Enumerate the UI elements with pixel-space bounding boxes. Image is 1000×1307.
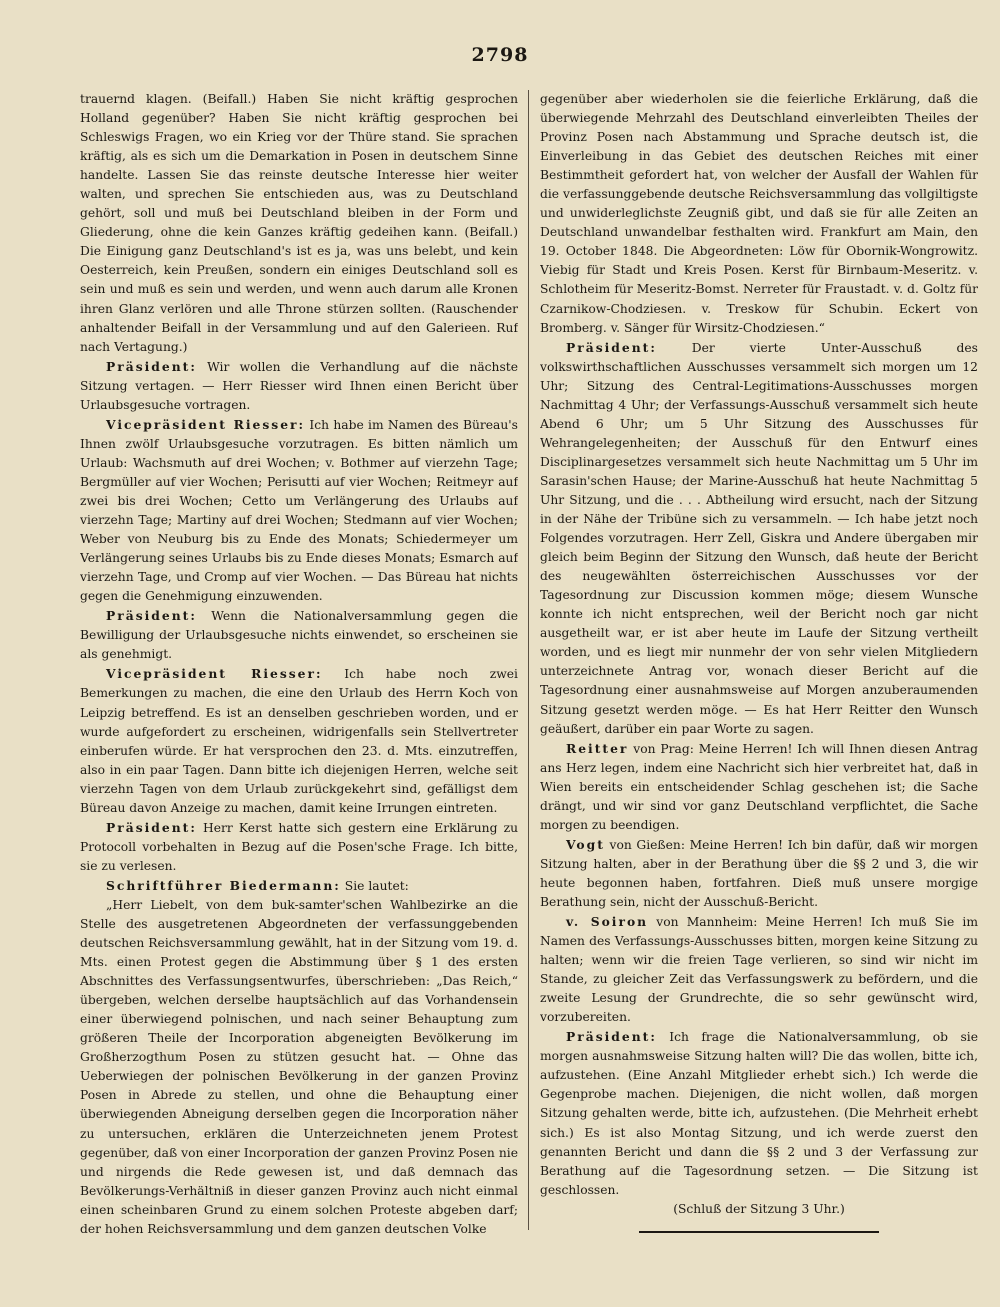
speaker-name: Reitter [566, 740, 629, 756]
speaker-name: Präsident: [106, 819, 197, 835]
speech-paragraph [80, 415, 518, 606]
speech-text: Wenn die Nationalversammlung gegen die Bewilligung der Urlaubsgesuche nichts einwendet, so erscheinen sie als genehmigt. [80, 609, 518, 662]
speech-text: Ich habe im Namen des Büreau's Ihnen zwölf Urlaubsgesuche vorzutragen. Es bitten nämlich um Urlaub: Wachsmuth auf drei Wochen; v. Bothmer auf vierzehn Tage; Bergmüller auf vier Wochen; Perisutti auf vier Wochen; Reitmeyr auf zwei bis drei Wochen; Cetto um Verlängerung des Urlaubs auf vierzehn Tage; Martiny auf drei Wochen; Stedmann auf vier Wochen; Weber von Neuburg bis zu Ende des Monats; Schiedermeyer um Verlängerung seines Urlaubs bis zu Ende dieses Monats; Esmarch auf vierzehn Tage, und Cromp auf vier Wochen. — Das Büreau hat nichts gegen die Genehmigung einzuwenden. [80, 417, 518, 604]
page-number: 2798 [471, 44, 529, 66]
speech-paragraph [540, 338, 978, 739]
speech-text: Wir wollen die Verhandlung auf die nächste Sitzung vertagen. — Herr Riesser wird Ihnen einen Bericht über Urlaubsgesuche vortragen. [80, 359, 518, 412]
speech-text: von Prag: Meine Herren! Ich will Ihnen diesen Antrag ans Herz legen, indem eine Nachricht sich hier verbreitet hat, daß in Wien bereits ein entscheidender Schlag geschehen ist; die Sache drängt, und wir sind vor ganz Deutschland verpflichtet, die Sache morgen zu beendigen. [540, 741, 978, 832]
speech-paragraph [80, 818, 518, 876]
end-rule [639, 1231, 879, 1233]
speech-text: Herr Kerst hatte sich gestern eine Erklärung zu Protocoll vorbehalten in Bezug auf die Posen'sche Frage. Ich bitte, sie zu verlesen. [80, 820, 518, 873]
speaker-name: Präsident: [106, 608, 197, 624]
speech-text: von Gießen: Meine Herren! Ich bin dafür, daß wir morgen Sitzung halten, aber in der Berathung über die §§ 2 und 3, die wir heute begonnen haben, fortfahren. Dieß muß unsere morgige Berathung sein, nicht der Ausschuß-Bericht. [540, 837, 978, 909]
speaker-name: Präsident: [106, 358, 197, 374]
speaker-name: Vogt [566, 836, 605, 852]
speech-paragraph [540, 739, 978, 835]
speech-paragraph [540, 1027, 978, 1199]
speaker-name: Präsident: [566, 1029, 657, 1045]
speaker-name: Präsident: [566, 339, 657, 355]
speech-text: Ich habe noch zwei Bemerkungen zu machen, die eine den Urlaub des Herrn Koch von Leipzig betreffend. Es ist an denselben geschrieben worden, und er wurde aufgefordert zu erscheinen, widrigenfalls sein Stellvertreter einberufen würde. Er hat versprochen den 23. d. Mts. einzutreffen, also in ein paar Tagen. Dann bitte ich diejenigen Herren, welche seit vierzehn Tagen von dem Urlaub zurückgekehrt sind, gefälligst dem Büreau davon Anzeige zu machen, damit keine Irrungen eintreten. [80, 667, 518, 815]
speech-paragraph [80, 876, 518, 896]
speech-text: Der vierte Unter-Ausschuß des volkswirthschaftlichen Ausschusses versammelt sich morgen um 12 Uhr; Sitzung des Central-Legitimations-Ausschusses morgen Nachmittag 4 Uhr; der Verfassungs-Ausschuß versammelt sich heute Abend 6 Uhr; um 5 Uhr Sitzung des Ausschusses für Wehrangelegenheiten; der Ausschuß für den Entwurf eines Disciplinargesetzes versammelt sich heute Nachmittag um 5 Uhr im Sarasin'schen Hause; der Marine-Ausschuß hat heute Nachmittag 5 Uhr Sitzung, und die . . . Abtheilung wird ersucht, nach der Sitzung in der Nähe der Tribüne sich zu versammeln. — Ich habe jetzt noch Folgendes vorzutragen. Herr Zell, Giskra und Andere übergaben mir gleich beim Beginn der Sitzung den Wunsch, daß heute der Bericht des neugewählten österreichischen Ausschusses vor der Tagesordnung zur Discussion kommen möge; diesem Wunsche konnte ich nicht entsprechen, weil der Bericht noch gar nicht ausgetheilt war, er ist aber heute im Laufe der Sitzung vertheilt worden, und es liegt mir nunmehr der von sehr vielen Mitgliedern unterzeichnete Antrag vor, wonach dieser Bericht auf die Tagesordnung einer ausnahmsweise auf Morgen anzuberaumenden Sitzung gesetzt werden möge. — Es hat Herr Reitter den Wunsch geäußert, darüber ein paar Worte zu sagen. [540, 340, 978, 736]
text-paragraph: trauernd klagen. (Beifall.) Haben Sie nicht kräftig gesprochen Holland gegenüber? Haben Sie nicht kräftig gesprochen bei Schleswigs Fragen, wo ein Krieg vor der Thüre stand. Sie sprachen kräftig, als es sich um die Demarkation in Posen in deutschem Sinne handelte. Lassen Sie das reinste deutsche Interesse hier weiter walten, und sprechen Sie entschieden aus, was zu Deutschland gehört, soll und muß bei Deutschland bleiben in der Form und Gliederung, ohne die kein Ganzes kräftig gedeihen kann. (Beifall.) Die Einigung ganz Deutschland's ist es ja, was uns belebt, und kein Oesterreich, kein Preußen, sondern ein einiges Deutschland soll es sein und muß es sein und werden, und wenn auch darum alle Kronen ihren Glanz verlören und alle Throne stürzen sollten. (Rauschender anhaltender Beifall in der Versammlung und auf den Galerieen. Ruf nach Vertagung.) [80, 92, 518, 354]
left-column [80, 90, 518, 1277]
column-divider [528, 90, 529, 1230]
speech-text: von Mannheim: Meine Herren! Ich muß Sie im Namen des Verfassungs-Ausschusses bitten, morgen keine Sitzung zu halten; wenn wir die freien Tage verlieren, so sind wir nicht im Stande, zu gleicher Zeit das Verfassungswerk zu befördern, und die zweite Lesung der Grundrechte, die so sehr gewünscht wird, vorzubereiten. [540, 915, 978, 1025]
speaker-name: Vicepräsident Riesser: [106, 666, 323, 682]
speaker-name: Vicepräsident Riesser: [106, 416, 306, 432]
speech-paragraph [80, 357, 518, 415]
speech-paragraph [540, 912, 978, 1027]
quoted-declaration: „Herr Liebelt, von dem buk-samter'schen Wahlbezirke an die Stelle des ausgetretenen Abgeordneten der verfassunggebenden deutschen Reichsversammlung gewählt, hat in der Sitzung vom 19. d. Mts. einen Protest gegen die Abstimmung über § 1 des ersten Abschnittes des Verfassungsentwurfes, überschrieben: „Das Reich,“ übergeben, welchen derselbe hauptsächlich auf das Vorhandensein einer überwiegend polnischen, und nach seiner Behauptung zum größeren Theile der Incorporation abgeneigten Bevölkerung im Großherzogthum Posen zu stützen gesucht hat. — Ohne das Ueberwiegen der polnischen Bevölkerung in der ganzen Provinz Posen in Abrede zu stellen, und ohne die Behauptung einer überwiegenden Abneigung derselben gegen die Incorporation näher zu untersuchen, erklären die Unterzeichneten jenem Protest gegenüber, daß von einer Incorporation der ganzen Provinz Posen nie und nirgends die Rede gewesen ist, und daß demnach das Bevölkerungs-Verhältniß in dieser ganzen Provinz auch nicht einmal einen scheinbaren Grund zu einem solchen Proteste abgeben darf; der hohen Reichsversammlung und dem ganzen deutschen Volke [80, 897, 518, 1236]
session-end-note: (Schluß der Sitzung 3 Uhr.) [673, 1201, 845, 1216]
speech-text: Sie lautet: [344, 878, 409, 893]
speech-text: Ich frage die Nationalversammlung, ob sie morgen ausnahmsweise Sitzung halten will? Die das wollen, bitte ich, aufzustehen. (Eine Anzahl Mitglieder erhebt sich.) Ich werde die Gegenprobe machen. Diejenigen, die nicht wollen, daß morgen Sitzung gehalten werde, bitte ich, aufzustehen. (Die Mehrheit erhebt sich.) Es ist also Montag Sitzung, und ich werde zuerst den genannten Bericht und dann die §§ 2 und 3 der Verfassung zur Berathung auf die Tagesordnung setzen. — Die Sitzung ist geschlossen. [540, 1030, 978, 1197]
speaker-name: v. Soiron [566, 914, 649, 930]
speaker-name: Schriftführer Biedermann: [106, 877, 341, 893]
right-column [540, 90, 978, 1277]
speech-paragraph [80, 606, 518, 664]
text-paragraph: gegenüber aber wiederholen sie die feierliche Erklärung, daß die überwiegende Mehrzahl des Deutschland einverleibten Theiles der Provinz Posen nach Abstammung und Sprache deutsch ist, die Einverleibung in das Gebiet des deutschen Reiches mit einer Bestimmtheit gefordert hat, von welcher der Ausfall der Wahlen für die verfassunggebende deutsche Reichsversammlung das vollgiltigste und unwiderleglichste Zeugniß gibt, und daß sie für alle Zeiten an Deutschland unwandelbar festhalten wird. Frankfurt am Main, den 19. October 1848. Die Abgeordneten: Löw für Obornik-Wongrowitz. Viebig für Stadt und Kreis Posen. Kerst für Birnbaum-Meseritz. v. Schlotheim für Meseritz-Bomst. Nerreter für Fraustadt. v. d. Goltz für Czarnikow-Chodziesen. v. Treskow für Schubin. Eckert von Bromberg. v. Sänger für Wirsitz-Chodziesen.“ [540, 92, 978, 335]
speech-paragraph [80, 664, 518, 817]
speech-paragraph [540, 835, 978, 912]
